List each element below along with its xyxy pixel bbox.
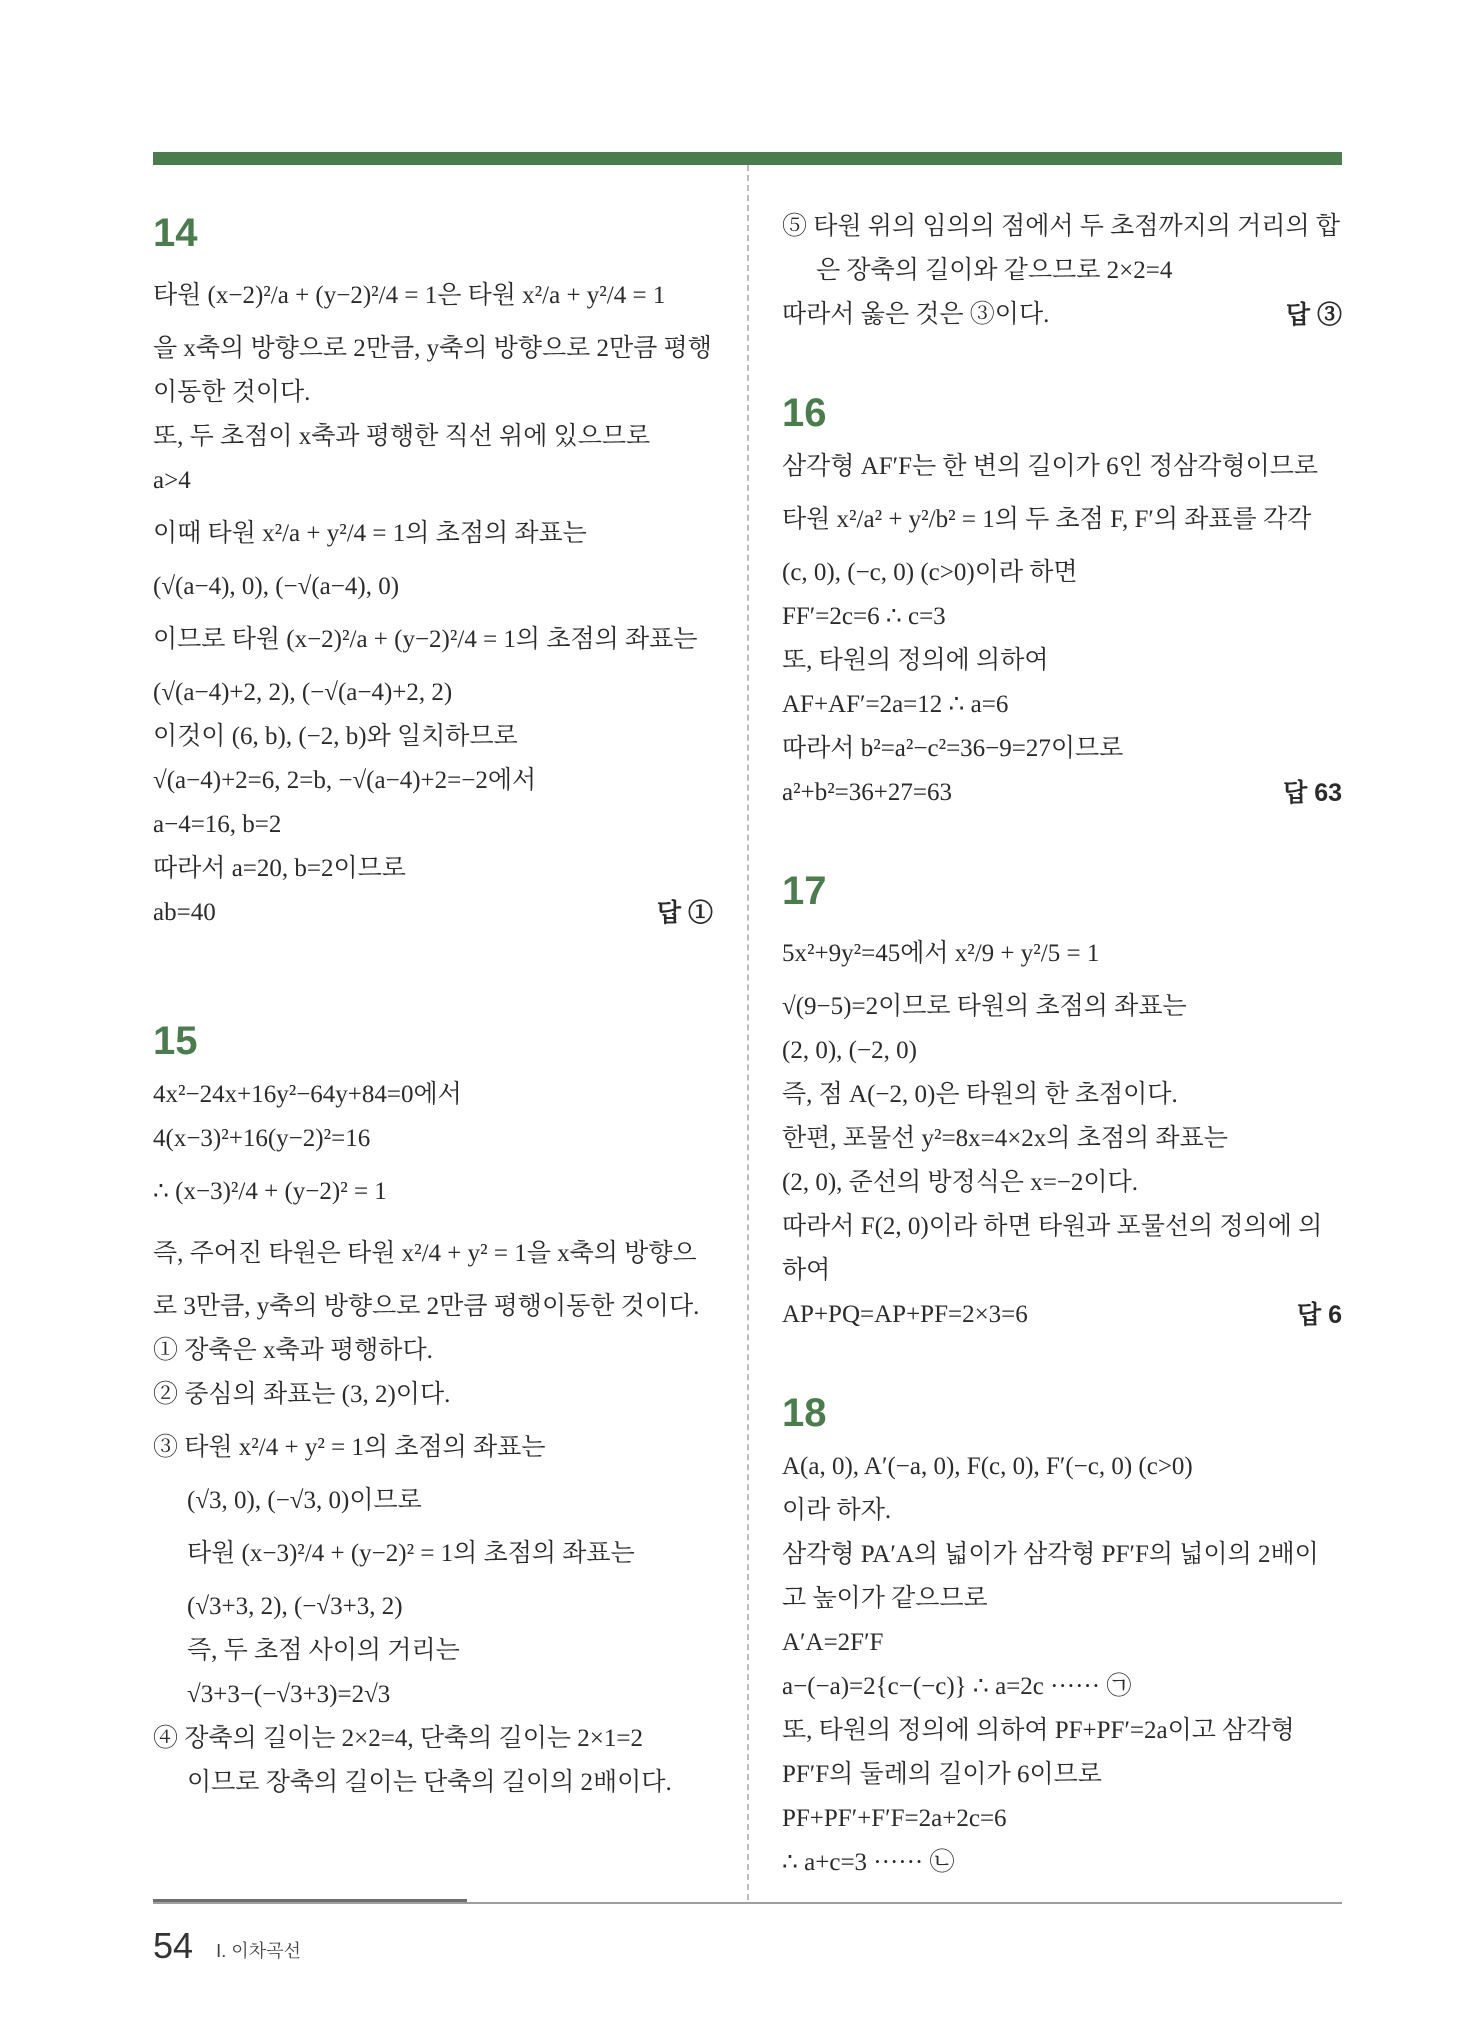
solution-line: ② 중심의 좌표는 (3, 2)이다. — [153, 1381, 451, 1408]
solution-line: ∴ (x−3)²/4 + (y−2)² = 1 — [153, 1178, 387, 1205]
solution-line: 삼각형 PA′A의 넓이가 삼각형 PF′F의 넓이의 2배이 — [782, 1541, 1319, 1568]
solution-line: 또, 타원의 정의에 의하여 PF+PF′=2a이고 삼각형 — [782, 1717, 1295, 1744]
solution-line: 이것이 (6, b), (−2, b)와 일치하므로 — [153, 723, 518, 750]
solution-line: A′A=2F′F — [782, 1629, 884, 1656]
answer-row — [782, 1293, 1342, 1337]
solution-line: 은 장축의 길이와 같으므로 2×2=4 — [816, 257, 1173, 284]
answer-label: 답 63 — [1283, 779, 1342, 807]
final-line: AP+PQ=AP+PF=2×3=6 — [782, 1301, 1028, 1328]
solution-line: 따라서 a=20, b=2이므로 — [153, 855, 406, 882]
solution-line: 삼각형 AF′F는 한 변의 길이가 6인 정삼각형이므로 — [782, 453, 1319, 480]
column-divider — [747, 165, 749, 1900]
solution-line: 5x²+9y²=45에서 x²/9 + y²/5 = 1 — [782, 940, 1100, 967]
solution-line: √(a−4)+2=6, 2=b, −√(a−4)+2=−2에서 — [153, 767, 537, 794]
solution-line: 즉, 주어진 타원은 타원 x²/4 + y² = 1을 x축의 방향으 — [153, 1240, 697, 1267]
solution-line: 즉, 두 초점 사이의 거리는 — [187, 1637, 460, 1664]
answer-label: 답 ① — [656, 899, 713, 927]
solution-line: 하여 — [782, 1257, 831, 1284]
answer-row — [782, 771, 1342, 815]
problem-number: 14 — [153, 211, 198, 255]
solution-line: FF′=2c=6 ∴ c=3 — [782, 603, 946, 630]
right-column — [782, 205, 1342, 1885]
solution-line: 타원 (x−2)²/a + (y−2)²/4 = 1은 타원 x²/a + y²/4 = 1 — [153, 282, 666, 309]
solution-line: 따라서 F(2, 0)이라 하면 타원과 포물선의 정의에 의 — [782, 1213, 1323, 1240]
solution-line: AF+AF′=2a=12 ∴ a=6 — [782, 691, 1009, 718]
answer-label: 답 6 — [1297, 1301, 1342, 1329]
problem-number: 17 — [782, 869, 827, 913]
solution-line: 4(x−3)²+16(y−2)²=16 — [153, 1125, 371, 1152]
solution-line: (2, 0), 준선의 방정식은 x=−2이다. — [782, 1169, 1138, 1196]
solution-line: a−(−a)=2{c−(−c)} ∴ a=2c ······ ㉠ — [782, 1673, 1132, 1700]
solution-line: 한편, 포물선 y²=8x=4×2x의 초점의 좌표는 — [782, 1125, 1228, 1152]
final-line: ab=40 — [153, 899, 216, 926]
solution-line: ③ 타원 x²/4 + y² = 1의 초점의 좌표는 — [153, 1434, 546, 1461]
solution-line: 을 x축의 방향으로 2만큼, y축의 방향으로 2만큼 평행 — [153, 335, 712, 362]
solution-line: (2, 0), (−2, 0) — [782, 1037, 917, 1064]
solution-line: 즉, 점 A(−2, 0)은 타원의 한 초점이다. — [782, 1081, 1178, 1108]
final-line: a²+b²=36+27=63 — [782, 779, 952, 806]
solution-line: 로 3만큼, y축의 방향으로 2만큼 평행이동한 것이다. — [153, 1293, 700, 1320]
solution-line: ⑤ 타원 위의 임의의 점에서 두 초점까지의 거리의 합 — [782, 213, 1341, 240]
solution-line: PF′F의 둘레의 길이가 6이므로 — [782, 1761, 1102, 1788]
page-number: 54 — [153, 1925, 194, 1966]
answer-label: 답 ③ — [1285, 301, 1342, 329]
solution-line: PF+PF′+F′F=2a+2c=6 — [782, 1805, 1007, 1832]
solution-line: 또, 타원의 정의에 의하여 — [782, 647, 1049, 674]
footer-rule — [153, 1902, 1342, 1904]
solution-line: 이때 타원 x²/a + y²/4 = 1의 초점의 좌표는 — [153, 520, 587, 547]
problem-number: 18 — [782, 1391, 827, 1435]
solution-line: 또, 두 초점이 x축과 평행한 직선 위에 있으므로 — [153, 423, 651, 450]
solution-line: (√(a−4), 0), (−√(a−4), 0) — [153, 573, 400, 600]
solution-line: A(a, 0), A′(−a, 0), F(c, 0), F′(−c, 0) (c>0) — [782, 1453, 1193, 1480]
solution-line: 이동한 것이다. — [153, 379, 311, 406]
solution-line: √3+3−(−√3+3)=2√3 — [187, 1681, 391, 1708]
problem-number: 15 — [153, 1019, 198, 1063]
solution-line: a−4=16, b=2 — [153, 811, 282, 838]
solution-line: 이므로 타원 (x−2)²/a + (y−2)²/4 = 1의 초점의 좌표는 — [153, 626, 698, 653]
solution-line: ① 장축은 x축과 평행하다. — [153, 1337, 433, 1364]
final-line: 따라서 옳은 것은 ③이다. — [782, 301, 1050, 328]
solution-line: 이라 하자. — [782, 1497, 892, 1524]
chapter-title: Ⅰ. 이차곡선 — [216, 1941, 301, 1961]
left-column — [153, 205, 713, 1805]
solution-line: 따라서 b²=a²−c²=36−9=27이므로 — [782, 735, 1124, 762]
solution-line: ④ 장축의 길이는 2×2=4, 단축의 길이는 2×1=2 — [153, 1725, 643, 1752]
solution-line: ∴ a+c=3 ······ ㉡ — [782, 1849, 955, 1876]
header-bar — [153, 152, 1342, 165]
answer-row — [153, 891, 713, 935]
solution-line: (c, 0), (−c, 0) (c>0)이라 하면 — [782, 559, 1078, 586]
solution-line: (√3+3, 2), (−√3+3, 2) — [187, 1593, 403, 1620]
solution-line: 타원 x²/a² + y²/b² = 1의 두 초점 F, F′의 좌표를 각각 — [782, 506, 1312, 533]
solution-line: (√(a−4)+2, 2), (−√(a−4)+2, 2) — [153, 679, 453, 706]
problem-number: 16 — [782, 391, 827, 435]
answer-row — [782, 293, 1342, 337]
solution-line: √(9−5)=2이므로 타원의 초점의 좌표는 — [782, 993, 1187, 1020]
solution-line: 이므로 장축의 길이는 단축의 길이의 2배이다. — [187, 1769, 672, 1796]
solution-line: a>4 — [153, 467, 191, 494]
solution-line: 타원 (x−3)²/4 + (y−2)² = 1의 초점의 좌표는 — [187, 1540, 635, 1567]
solution-line: (√3, 0), (−√3, 0)이므로 — [187, 1487, 422, 1514]
solution-line: 4x²−24x+16y²−64y+84=0에서 — [153, 1081, 462, 1108]
solution-line: 고 높이가 같으므로 — [782, 1585, 988, 1612]
